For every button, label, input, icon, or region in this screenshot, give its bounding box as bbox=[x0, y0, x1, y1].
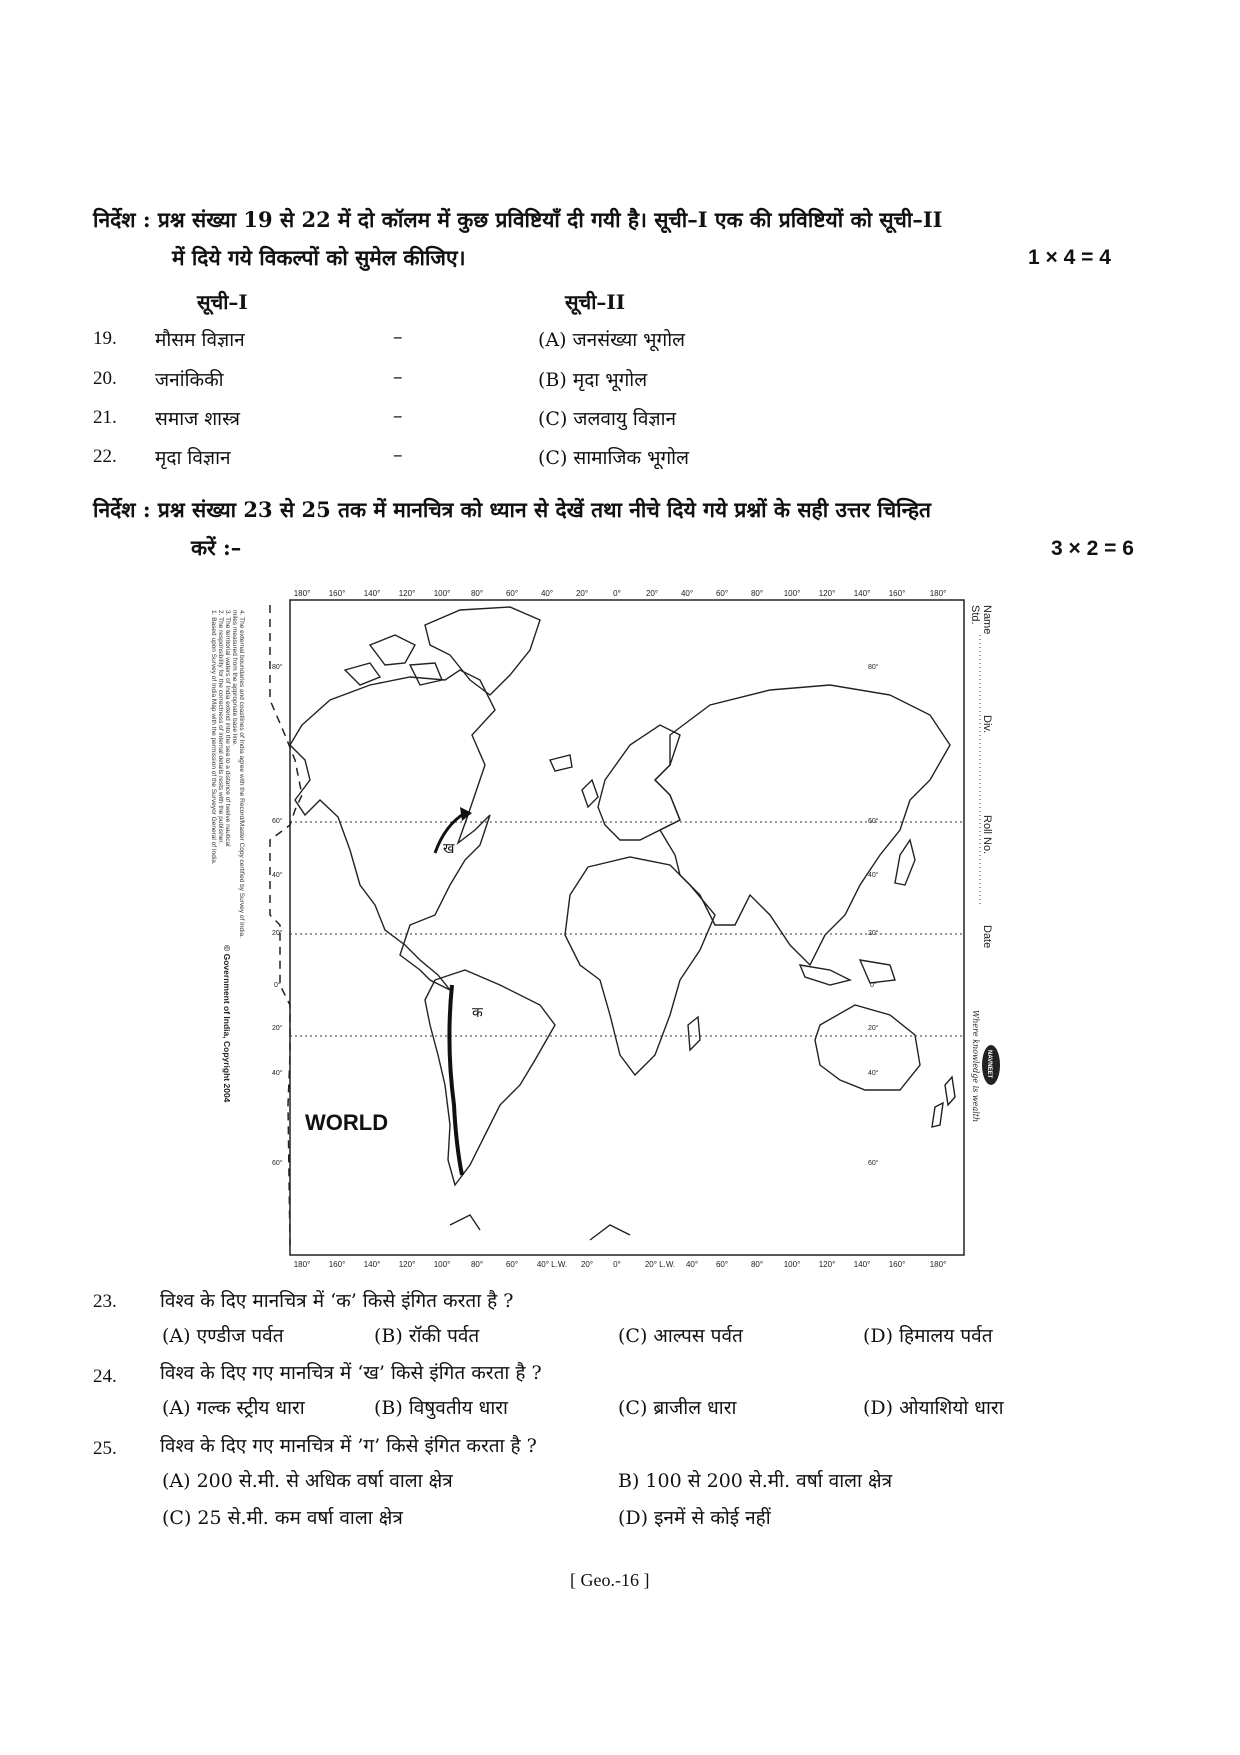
lon-label: 120° bbox=[398, 589, 416, 598]
field-div: Div. bbox=[981, 715, 993, 734]
lon-label: 120° bbox=[398, 1260, 416, 1269]
direction-1-line1: निर्देश : प्रश्न संख्या 19 से 22 में दो कॉलम में कुछ प्रविष्टियाँ दी गयी है। सूची–I एक की प्रविष्टियों को सूची–II bbox=[93, 207, 943, 232]
japan bbox=[895, 840, 915, 885]
option: (A) 200 से.मी. से अधिक वर्षा वाला क्षेत्र bbox=[162, 1470, 453, 1492]
option: (C) आल्पस पर्वत bbox=[618, 1325, 743, 1347]
dash: – bbox=[393, 405, 403, 427]
direction-1-line2: में दिये गये विकल्पों को सुमेल कीजिए। bbox=[172, 245, 466, 270]
field-roll-no: Roll No. bbox=[981, 815, 993, 855]
lon-label: 0° bbox=[613, 589, 621, 598]
option: (C) ब्राजील धारा bbox=[618, 1397, 737, 1419]
marks-1: 1 × 4 = 4 bbox=[1028, 246, 1111, 269]
lon-label: 60° bbox=[505, 1260, 519, 1269]
direction-2-line2: करें :– bbox=[191, 535, 242, 560]
lat-label: 20° bbox=[868, 930, 879, 937]
question-text: विश्व के दिए गए मानचित्र में ’ग’ किसे इंगित करता है ? bbox=[160, 1435, 537, 1457]
lat-label: 60° bbox=[868, 818, 879, 825]
lon-label: 160° bbox=[888, 1260, 906, 1269]
dash: – bbox=[393, 366, 403, 388]
lon-label: 100° bbox=[783, 1260, 801, 1269]
row-number: 20. bbox=[93, 368, 117, 389]
lat-label: 40° bbox=[868, 872, 879, 879]
africa bbox=[565, 857, 715, 1075]
option: (A) एण्डीज पर्वत bbox=[162, 1325, 284, 1347]
lat-label: 40° bbox=[868, 1070, 879, 1077]
option: (A) गल्क स्ट्रीय धारा bbox=[162, 1397, 305, 1419]
lon-label: 100° bbox=[783, 589, 801, 598]
marker-k: क bbox=[472, 1005, 483, 1021]
lon-label: 180° bbox=[293, 1260, 311, 1269]
lon-label: 160° bbox=[328, 1260, 346, 1269]
continents bbox=[290, 607, 955, 1240]
dash: – bbox=[393, 444, 403, 466]
lat-label: 0° bbox=[870, 982, 877, 989]
lon-label: 60° bbox=[715, 1260, 729, 1269]
marks-2: 3 × 2 = 6 bbox=[1051, 537, 1134, 560]
option: (D) ओयाशियो धारा bbox=[863, 1397, 1004, 1419]
lon-label: 60° bbox=[715, 589, 729, 598]
question-number: 24. bbox=[93, 1366, 117, 1387]
lon-label: 60° bbox=[505, 589, 519, 598]
lon-label: 40° bbox=[680, 589, 694, 598]
lon-label: 80° bbox=[470, 1260, 484, 1269]
lat-label: 40° bbox=[272, 1070, 283, 1077]
indonesia bbox=[800, 960, 895, 985]
list1-item: समाज शास्त्र bbox=[155, 408, 240, 430]
list1-item: मृदा विज्ञान bbox=[155, 447, 231, 469]
list1-item: मौसम विज्ञान bbox=[155, 329, 245, 351]
lon-label: 100° bbox=[433, 1260, 451, 1269]
lat-label: 80° bbox=[272, 664, 283, 671]
south-america bbox=[425, 970, 555, 1185]
new-zealand bbox=[932, 1077, 955, 1127]
bottom-longitude-labels bbox=[294, 1260, 947, 1269]
brand-tagline: Where knowledge is wealth bbox=[971, 1010, 980, 1123]
lon-label: 160° bbox=[888, 589, 906, 598]
field-date: Date bbox=[981, 925, 993, 949]
left-latitude-labels bbox=[272, 663, 283, 1167]
map-copyright: © Government of India, Copyright 2004 bbox=[222, 945, 232, 1103]
asia bbox=[655, 685, 950, 965]
lat-label: 40° bbox=[272, 872, 283, 879]
map-note: 2. The responsibility for the correctness of internal details rests with the publisher. bbox=[217, 610, 224, 844]
direction-2-line1: निर्देश : प्रश्न संख्या 23 से 25 तक में मानचित्र को ध्यान से देखें तथा नीचे दिये गये प्रश्नों के सही उत्तर चिन्हित bbox=[93, 497, 931, 522]
map-note: miles measured from the appropriate base line. bbox=[231, 610, 238, 746]
north-america bbox=[290, 670, 495, 990]
lon-label: 20° bbox=[575, 589, 589, 598]
marker-kh: ख bbox=[443, 841, 455, 857]
lon-label: 140° bbox=[363, 589, 381, 598]
lon-label: 20° L.W. bbox=[644, 1260, 676, 1269]
lon-label: 140° bbox=[853, 1260, 871, 1269]
madagascar bbox=[688, 1017, 700, 1050]
list2-header: सूची–II bbox=[565, 290, 626, 314]
row-number: 22. bbox=[93, 446, 117, 467]
list1-item: जनांकिकी bbox=[155, 369, 224, 391]
page-footer: [ Geo.-16 ] bbox=[570, 1570, 650, 1590]
map-note: 4. The external boundaries and coastlines of India agree with the Record/Master Copy certified by Survey of India. bbox=[238, 610, 245, 938]
lon-label: 20° bbox=[645, 589, 659, 598]
top-longitude-labels bbox=[294, 589, 947, 598]
map-notes bbox=[210, 610, 245, 938]
map-frame bbox=[290, 600, 964, 1255]
lon-label: 40° bbox=[685, 1260, 699, 1269]
question-text: विश्व के दिए मानचित्र में ‘क’ किसे इंगित करता है ? bbox=[160, 1290, 514, 1312]
option: (C) 25 से.मी. कम वर्षा वाला क्षेत्र bbox=[162, 1507, 403, 1529]
list2-item: (A) जनसंख्या भूगोल bbox=[538, 329, 686, 351]
lon-label: 180° bbox=[293, 589, 311, 598]
lon-label: 80° bbox=[470, 589, 484, 598]
list2-item: (C) जलवायु विज्ञान bbox=[538, 408, 677, 430]
lon-label: 80° bbox=[750, 1260, 764, 1269]
brand-name: NAVNEET bbox=[986, 1050, 992, 1079]
option: (B) विषुवतीय धारा bbox=[374, 1397, 508, 1419]
lon-label: 80° bbox=[750, 589, 764, 598]
lat-label: 0° bbox=[274, 982, 281, 989]
right-latitude-labels bbox=[868, 663, 879, 1167]
lon-label: 120° bbox=[818, 589, 836, 598]
lon-label: 0° bbox=[613, 1260, 621, 1269]
question-number: 23. bbox=[93, 1291, 117, 1312]
lat-label: 20° bbox=[272, 1025, 283, 1032]
lat-label: 20° bbox=[868, 1025, 879, 1032]
lat-label: 80° bbox=[868, 664, 879, 671]
lat-label: 60° bbox=[272, 818, 283, 825]
lat-label: 60° bbox=[868, 1160, 879, 1167]
row-number: 19. bbox=[93, 328, 117, 349]
andes-line bbox=[449, 985, 462, 1175]
arctic-islands bbox=[345, 635, 442, 685]
lon-label: 40° bbox=[540, 589, 554, 598]
map-note: 3. The territorial waters of India extend into the sea to a distance of twelve nautical bbox=[224, 610, 231, 847]
lon-label: 140° bbox=[853, 589, 871, 598]
lon-label: 100° bbox=[433, 589, 451, 598]
dash: – bbox=[393, 326, 403, 348]
option: (D) हिमालय पर्वत bbox=[863, 1325, 993, 1347]
row-number: 21. bbox=[93, 407, 117, 428]
europe bbox=[598, 725, 680, 840]
international-date-line bbox=[270, 605, 302, 1245]
australia bbox=[815, 1005, 920, 1090]
field-std: Std. bbox=[969, 605, 981, 625]
list1-header: सूची–I bbox=[197, 290, 248, 314]
option: (B) रॉकी पर्वत bbox=[374, 1325, 480, 1347]
option: (D) इनमें से कोई नहीं bbox=[618, 1507, 771, 1529]
lon-label: 180° bbox=[929, 589, 947, 598]
greenland bbox=[425, 607, 540, 695]
question-number: 25. bbox=[93, 1438, 117, 1459]
lon-label: 160° bbox=[328, 589, 346, 598]
lon-label: 180° bbox=[929, 1260, 947, 1269]
lon-label: 140° bbox=[363, 1260, 381, 1269]
map-title: WORLD bbox=[305, 1110, 389, 1135]
list2-item: (B) मृदा भूगोल bbox=[538, 369, 648, 391]
field-name: Name bbox=[981, 605, 993, 635]
lat-label: 60° bbox=[272, 1160, 283, 1167]
list2-item: (C) सामाजिक भूगोल bbox=[538, 447, 689, 469]
lon-label: 40° L.W. bbox=[536, 1260, 568, 1269]
question-text: विश्व के दिए गए मानचित्र में ‘ख’ किसे इंगित करता है ? bbox=[160, 1362, 542, 1384]
antarctica bbox=[450, 1215, 630, 1240]
lon-label: 20° bbox=[580, 1260, 594, 1269]
lat-label: 20° bbox=[272, 930, 283, 937]
lon-label: 120° bbox=[818, 1260, 836, 1269]
student-fields bbox=[969, 605, 993, 948]
uk-iceland bbox=[550, 755, 598, 807]
map-note: 1. Based upon Survey of India Map with the permission of the Surveyor General of India. bbox=[210, 610, 217, 865]
world-map bbox=[210, 585, 1030, 1270]
option: B) 100 से 200 से.मी. वर्षा वाला क्षेत्र bbox=[618, 1470, 893, 1492]
